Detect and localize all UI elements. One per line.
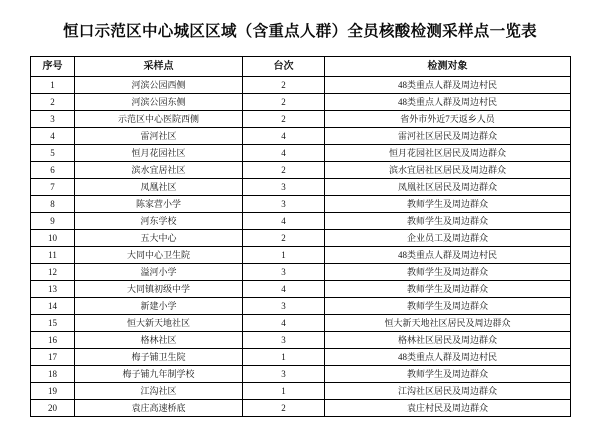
cell-site: 五大中心 (75, 230, 243, 247)
table-row (31, 128, 571, 145)
cell-count: 2 (243, 400, 325, 417)
cell-index: 4 (31, 128, 75, 145)
cell-count: 1 (243, 383, 325, 400)
cell-index: 17 (31, 349, 75, 366)
table-row (31, 281, 571, 298)
cell-site: 溢河小学 (75, 264, 243, 281)
cell-target: 教师学生及周边群众 (325, 366, 571, 383)
cell-count: 2 (243, 230, 325, 247)
cell-target: 教师学生及周边群众 (325, 213, 571, 230)
cell-index: 19 (31, 383, 75, 400)
cell-count: 3 (243, 196, 325, 213)
table-row (31, 145, 571, 162)
table-row (31, 400, 571, 417)
cell-index: 16 (31, 332, 75, 349)
cell-site: 大同镇初级中学 (75, 281, 243, 298)
cell-index: 15 (31, 315, 75, 332)
cell-site: 雷河社区 (75, 128, 243, 145)
cell-count: 1 (243, 349, 325, 366)
cell-target: 省外市外近7天返乡人员 (325, 111, 571, 128)
cell-site: 河滨公园西侧 (75, 77, 243, 94)
table-row (31, 349, 571, 366)
cell-site: 袁庄高速桥底 (75, 400, 243, 417)
cell-site: 恒大新天地社区 (75, 315, 243, 332)
cell-target: 48类重点人群及周边村民 (325, 349, 571, 366)
column-header-index: 序号 (31, 57, 75, 77)
cell-site: 陈家营小学 (75, 196, 243, 213)
cell-site: 滨水宜居社区 (75, 162, 243, 179)
cell-target: 雷河社区居民及周边群众 (325, 128, 571, 145)
cell-site: 梅子铺卫生院 (75, 349, 243, 366)
table-row (31, 77, 571, 94)
cell-index: 1 (31, 77, 75, 94)
cell-site: 江沟社区 (75, 383, 243, 400)
cell-index: 5 (31, 145, 75, 162)
table-row (31, 315, 571, 332)
cell-target: 企业员工及周边群众 (325, 230, 571, 247)
table-container (0, 56, 600, 417)
cell-index: 9 (31, 213, 75, 230)
cell-index: 18 (31, 366, 75, 383)
cell-count: 4 (243, 128, 325, 145)
cell-index: 8 (31, 196, 75, 213)
cell-index: 3 (31, 111, 75, 128)
cell-target: 恒月花园社区居民及周边群众 (325, 145, 571, 162)
cell-index: 6 (31, 162, 75, 179)
cell-count: 4 (243, 213, 325, 230)
table-body (31, 77, 571, 417)
cell-target: 48类重点人群及周边村民 (325, 77, 571, 94)
table-row (31, 213, 571, 230)
cell-target: 江沟社区居民及周边群众 (325, 383, 571, 400)
table-row (31, 179, 571, 196)
cell-count: 4 (243, 315, 325, 332)
table-row (31, 332, 571, 349)
cell-count: 4 (243, 281, 325, 298)
cell-index: 14 (31, 298, 75, 315)
cell-target: 凤凰社区居民及周边群众 (325, 179, 571, 196)
cell-site: 示范区中心医院西侧 (75, 111, 243, 128)
sampling-points-table (30, 56, 571, 417)
cell-target: 教师学生及周边群众 (325, 196, 571, 213)
cell-target: 滨水宜居社区居民及周边群众 (325, 162, 571, 179)
cell-target: 袁庄村民及周边群众 (325, 400, 571, 417)
cell-target: 48类重点人群及周边村民 (325, 247, 571, 264)
table-header (31, 57, 571, 77)
cell-index: 13 (31, 281, 75, 298)
table-row (31, 111, 571, 128)
cell-target: 教师学生及周边群众 (325, 264, 571, 281)
column-header-site: 采样点 (75, 57, 243, 77)
cell-count: 3 (243, 332, 325, 349)
cell-count: 3 (243, 366, 325, 383)
cell-target: 教师学生及周边群众 (325, 298, 571, 315)
table-row (31, 383, 571, 400)
cell-count: 3 (243, 298, 325, 315)
table-row (31, 298, 571, 315)
cell-count: 1 (243, 247, 325, 264)
cell-index: 2 (31, 94, 75, 111)
cell-count: 3 (243, 264, 325, 281)
cell-index: 7 (31, 179, 75, 196)
cell-site: 恒月花园社区 (75, 145, 243, 162)
cell-index: 20 (31, 400, 75, 417)
table-row (31, 366, 571, 383)
cell-target: 教师学生及周边群众 (325, 281, 571, 298)
cell-site: 凤凰社区 (75, 179, 243, 196)
cell-count: 4 (243, 145, 325, 162)
table-header-row (31, 57, 571, 77)
cell-count: 2 (243, 111, 325, 128)
table-row (31, 247, 571, 264)
cell-site: 大同中心卫生院 (75, 247, 243, 264)
cell-site: 格林社区 (75, 332, 243, 349)
cell-count: 2 (243, 94, 325, 111)
cell-target: 恒大新天地社区居民及周边群众 (325, 315, 571, 332)
table-row (31, 94, 571, 111)
cell-count: 2 (243, 77, 325, 94)
cell-site: 河滨公园东侧 (75, 94, 243, 111)
table-row (31, 264, 571, 281)
table-row (31, 162, 571, 179)
cell-index: 11 (31, 247, 75, 264)
table-row (31, 196, 571, 213)
column-header-count: 台次 (243, 57, 325, 77)
cell-count: 3 (243, 179, 325, 196)
cell-target: 格林社区居民及周边群众 (325, 332, 571, 349)
cell-target: 48类重点人群及周边村民 (325, 94, 571, 111)
page-title: 恒口示范区中心城区区域（含重点人群）全员核酸检测采样点一览表 (62, 23, 537, 40)
cell-index: 12 (31, 264, 75, 281)
table-row (31, 230, 571, 247)
column-header-target: 检测对象 (325, 57, 571, 77)
cell-site: 新建小学 (75, 298, 243, 315)
cell-site: 梅子铺九年制学校 (75, 366, 243, 383)
cell-count: 2 (243, 162, 325, 179)
cell-site: 河东学校 (75, 213, 243, 230)
cell-index: 10 (31, 230, 75, 247)
